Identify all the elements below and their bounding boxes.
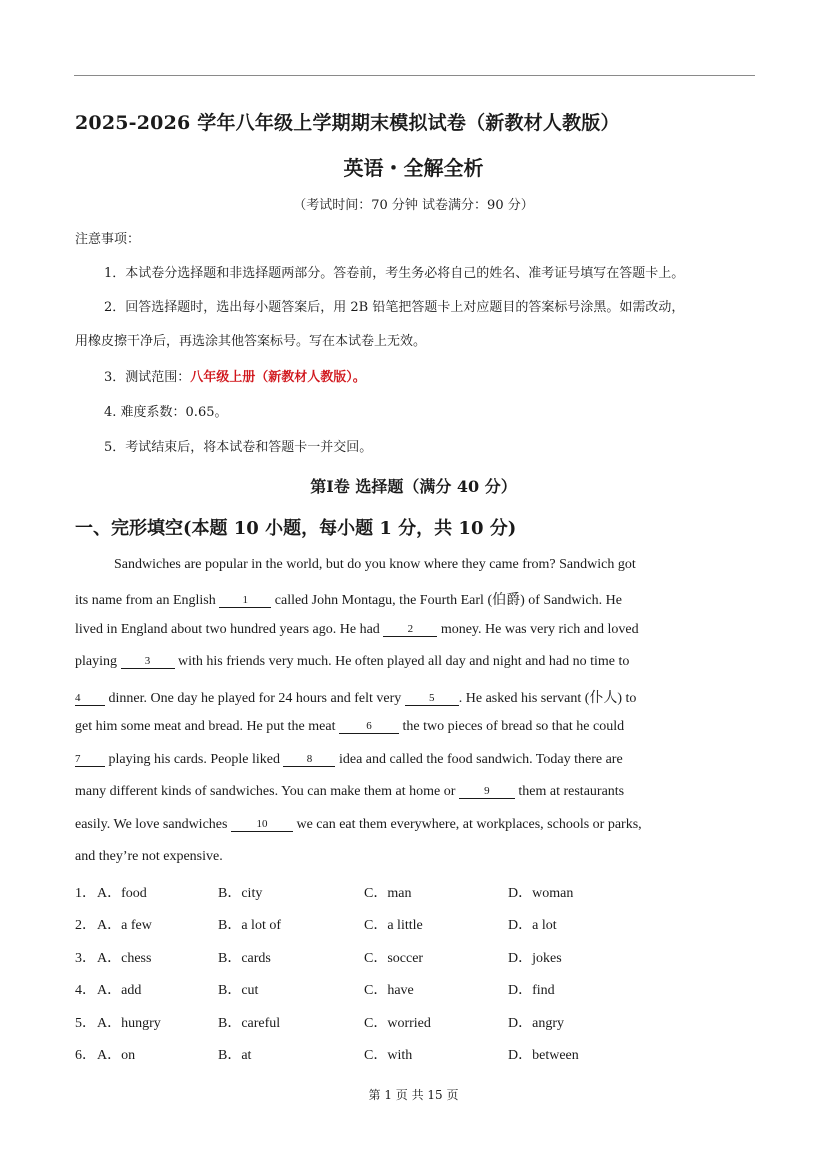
passage-text: playing — [75, 654, 121, 669]
option-a[interactable]: A．a few — [97, 918, 152, 933]
passage-line — [75, 589, 622, 609]
passage-text: many different kinds of sandwiches. You can make them at home or — [75, 784, 459, 799]
option-a[interactable]: A．add — [97, 983, 142, 998]
note-4: 4. 难度系数：0.65。 — [104, 405, 228, 420]
passage-line — [75, 719, 624, 735]
option-d[interactable]: D．between — [508, 1048, 579, 1063]
blank-8: 8 — [283, 753, 335, 767]
blank-10: 10 — [231, 818, 293, 832]
blank-1: 1 — [219, 594, 271, 608]
exam-subtitle: 英语・全解全析 — [343, 156, 484, 180]
passage-text: easily. We love sandwiches — [75, 817, 231, 832]
passage-text: its name from an English — [75, 593, 220, 608]
option-d[interactable]: D．a lot — [508, 918, 557, 933]
exam-time-info: （考试时间：70 分钟 试卷满分：90 分） — [293, 198, 534, 213]
passage-text: money. He was very rich and loved — [437, 622, 639, 637]
passage-line — [75, 752, 623, 768]
option-c[interactable]: C．have — [364, 983, 414, 998]
passage-line: and they’re not expensive. — [75, 849, 223, 864]
option-c[interactable]: C．with — [364, 1048, 413, 1063]
note-1: 1．本试卷分选择题和非选择题两部分。答卷前，考生务必将自己的姓名、准考证号填写在答题卡上。 — [104, 266, 685, 281]
notes-heading: 注意事项： — [75, 232, 141, 247]
question-number: 3． — [75, 951, 96, 966]
option-b[interactable]: B．city — [218, 886, 263, 901]
passage-line — [75, 622, 639, 638]
test-scope: 八年级上册（新教材人教版） — [190, 370, 353, 385]
option-b[interactable]: B．careful — [218, 1016, 281, 1031]
passage-text: called John Montagu, the Fourth Earl (伯爵) of Sandwich. He — [271, 593, 622, 608]
option-b[interactable]: B．cards — [218, 951, 271, 966]
option-b[interactable]: B．cut — [218, 983, 259, 998]
blank-7: 7 — [75, 753, 105, 767]
section-heading: 一、完形填空(本题 10 小题，每小题 1 分，共 10 分) — [75, 518, 517, 539]
option-b[interactable]: B．at — [218, 1048, 252, 1063]
option-c[interactable]: C．man — [364, 886, 412, 901]
passage-text: the two pieces of bread so that he could — [398, 719, 625, 734]
blank-2: 2 — [383, 623, 437, 637]
note-5: 5．考试结束后，将本试卷和答题卡一并交回。 — [104, 440, 373, 455]
passage-line — [75, 784, 624, 800]
part-heading: 第Ⅰ卷 选择题（满分 40 分） — [310, 477, 517, 496]
passage-text: them at restaurants — [514, 784, 625, 799]
passage-text: dinner. One day he played for 24 hours and felt very — [105, 691, 405, 706]
blank-3: 3 — [121, 655, 175, 669]
question-number: 1． — [75, 886, 96, 901]
header-rule — [74, 75, 755, 76]
note-2: 2．回答选择题时，选出每小题答案后，用 2B 铅笔把答题卡上对应题目的答案标号涂黑。如需改动， — [104, 300, 685, 315]
option-d[interactable]: D．angry — [508, 1016, 564, 1031]
passage-text: with his friends very much. He often played all day and night and had no time to — [174, 654, 630, 669]
passage-line — [75, 654, 629, 670]
blank-6: 6 — [339, 720, 399, 734]
note-3-suffix: 。 — [352, 370, 366, 385]
passage-text: playing his cards. People liked — [105, 752, 284, 767]
option-a[interactable]: A．hungry — [97, 1016, 161, 1031]
option-a[interactable]: A．chess — [97, 951, 152, 966]
option-c[interactable]: C．soccer — [364, 951, 424, 966]
note-3 — [104, 366, 366, 385]
passage-line — [75, 687, 636, 707]
question-number: 2． — [75, 918, 96, 933]
blank-9: 9 — [459, 785, 515, 799]
note-3-prefix: 3．测试范围： — [104, 370, 191, 385]
option-d[interactable]: D．find — [508, 983, 555, 998]
blank-5: 5 — [405, 692, 459, 706]
question-number: 4． — [75, 983, 96, 998]
passage-text: idea and called the food sandwich. Today there are — [335, 752, 623, 767]
page-footer: 第 1 页 共 15 页 — [368, 1088, 459, 1102]
passage-text: get him some meat and bread. He put the meat — [75, 719, 339, 734]
passage-line — [75, 817, 642, 833]
option-a[interactable]: A．on — [97, 1048, 136, 1063]
question-number: 6． — [75, 1048, 96, 1063]
note-2-continued: 用橡皮擦干净后，再选涂其他答案标号。写在本试卷上无效。 — [75, 334, 427, 349]
option-c[interactable]: C．worried — [364, 1016, 431, 1031]
exam-title: 2025-2026 学年八年级上学期期末模拟试卷（新教材人教版） — [75, 112, 620, 134]
blank-4: 4 — [75, 692, 105, 706]
option-a[interactable]: A．food — [97, 886, 147, 901]
passage-text: . He asked his servant (仆人) to — [458, 691, 637, 706]
question-number: 5． — [75, 1016, 96, 1031]
option-d[interactable]: D．jokes — [508, 951, 562, 966]
option-d[interactable]: D．woman — [508, 886, 574, 901]
passage-line: Sandwiches are popular in the world, but do you know where they came from? Sandwich got — [114, 557, 636, 572]
passage-text: lived in England about two hundred years ago. He had — [75, 622, 384, 637]
passage-text: we can eat them everywhere, at workplaces, schools or parks, — [292, 817, 642, 832]
option-b[interactable]: B．a lot of — [218, 918, 281, 933]
option-c[interactable]: C．a little — [364, 918, 423, 933]
